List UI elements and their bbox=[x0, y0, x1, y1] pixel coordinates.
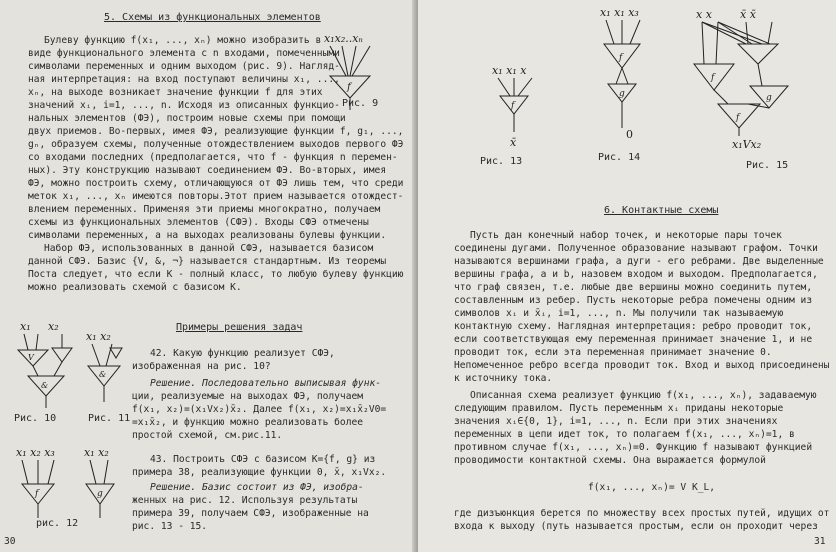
text-line: где дизъюнкция берется по множеству всех простых путей, идущих от bbox=[454, 508, 830, 519]
page-number: 31 bbox=[814, 536, 826, 547]
svg-text:x x: x x bbox=[696, 8, 712, 21]
text-line: влением переменных. Применяя эти приемы многократно, получаем bbox=[28, 204, 381, 215]
svg-text:V: V bbox=[28, 353, 34, 362]
figure-15-caption: Рис. 15 bbox=[746, 160, 789, 171]
text-line: 43. Построить СФЭ с базисом K={f, g} из bbox=[150, 454, 376, 465]
svg-text:x₁ x₂: x₁ x₂ bbox=[84, 446, 109, 459]
text-line: что граф связен, т.е. любые две вершины можно соединить путем, bbox=[454, 282, 813, 293]
svg-text:x₁Vx₂: x₁Vx₂ bbox=[732, 138, 762, 151]
text-line: символами переменных, а на выходах реализованы булевы функции. bbox=[28, 230, 387, 241]
text-line: изображенная на рис. 10? bbox=[132, 361, 271, 372]
text-line: называются вершинами графа, а дуги - его ребрами. Две выделенные bbox=[454, 256, 824, 267]
text-line: нальных элементов (ФЭ), построим новые схемы при помощи bbox=[28, 113, 346, 124]
svg-text:g: g bbox=[619, 89, 625, 99]
text-line: можно реализовать схемой с базисом K. bbox=[28, 282, 242, 293]
figure-11-diagram bbox=[82, 318, 128, 410]
text-line: значений xᵢ, i=1, ..., n. Исходя из описанных функцио- bbox=[28, 100, 340, 111]
text-line: 42. Какую функцию реализует СФЭ, bbox=[150, 348, 335, 359]
text-line: со входами последних (предполагается, что f - функция n перемен- bbox=[28, 152, 398, 163]
text-line: ции, реализуемые на выходах ФЭ, получаем bbox=[132, 391, 364, 402]
svg-text:f: f bbox=[711, 73, 715, 83]
figure-10-caption: Рис. 10 bbox=[14, 413, 57, 424]
svg-text:&: & bbox=[99, 370, 107, 379]
svg-text:x₁ x₁ x₃: x₁ x₁ x₃ bbox=[600, 6, 639, 19]
text-line: входа к выходу (путь называется простым, если он проходит через bbox=[454, 521, 818, 532]
text-line: ных). Эту конструкцию называют соединением ФЭ. Во-вторых, имея bbox=[28, 165, 387, 176]
svg-text:f: f bbox=[619, 53, 623, 63]
text-line: ная интерпретация: на вход поступают величины x₁, ..., bbox=[28, 74, 340, 85]
text-line: меток x₁, ..., xₙ имеются повторы.Этот прием называется отождест- bbox=[28, 191, 404, 202]
text-line: схемы из функциональных элементов (СФЭ). Входы СФЭ отмечены bbox=[28, 217, 369, 228]
svg-text:x̄: x̄ bbox=[510, 136, 517, 149]
svg-text:f: f bbox=[347, 82, 351, 93]
section-heading: 5. Схемы из функциональных элементов bbox=[104, 12, 321, 23]
text-line: следующим правилом. Пусть переменным xᵢ приданы некоторые bbox=[454, 403, 784, 414]
text-line: Булеву функцию f(x₁, ..., xₙ) можно изобразить в bbox=[44, 35, 322, 46]
text-line: соединены дугами. Полученное образование называют графом. Точки bbox=[454, 243, 818, 254]
svg-text:x₁: x₁ bbox=[20, 320, 31, 333]
svg-text:0: 0 bbox=[626, 128, 633, 141]
text-line: простой схемой, см.рис.11. bbox=[132, 430, 283, 441]
text-line: проводимости контактной схемы. Она выражается формулой bbox=[454, 455, 766, 466]
text-line: Решение. Последовательно выписывая функ- bbox=[150, 378, 382, 389]
svg-text:x₂: x₂ bbox=[48, 320, 59, 333]
text-line: символов xᵢ и x̄ᵢ, i=1, ..., n. Мы получили так называемую bbox=[454, 308, 784, 319]
svg-text:g: g bbox=[766, 93, 772, 103]
text-line: вершины графа, a и b, назовем входом и выходом. Предполагается, bbox=[454, 269, 818, 280]
text-line: переменных в цепи идет ток, то полагаем f(x₁, ..., xₙ)=1, в bbox=[454, 429, 795, 440]
figure-13-caption: Рис. 13 bbox=[480, 156, 523, 167]
svg-text:f: f bbox=[736, 113, 740, 123]
text-line: =x₁x̄₂, и функцию можно реализовать более bbox=[132, 417, 364, 428]
right-page bbox=[418, 0, 836, 552]
text-line: значения xᵢ∈{0, 1}, i=1, ..., n. Если при этих значениях bbox=[454, 416, 778, 427]
text-line: gₙ, образуем схемы, полученные отождествлением выходов первого ФЭ bbox=[28, 139, 404, 150]
text-line: Пусть дан конечный набор точек, и некоторые пары точек bbox=[470, 230, 782, 241]
svg-text:f: f bbox=[35, 489, 39, 499]
text-line: Поста следует, что если K - полный класс, то любую булеву функцию bbox=[28, 269, 404, 280]
svg-text:f: f bbox=[511, 101, 515, 111]
figure-12-caption: рис. 12 bbox=[36, 518, 79, 529]
svg-text:x₁ x₂: x₁ x₂ bbox=[86, 330, 111, 343]
text-line: женных на рис. 12. Используя результаты bbox=[132, 495, 358, 506]
text-line: виде функционального элемента с n входами, помеченными bbox=[28, 48, 340, 59]
text-line: примера 39, получаем СФЭ, изображенные на bbox=[132, 508, 369, 519]
figure-14-diagram bbox=[596, 4, 656, 144]
svg-text:&: & bbox=[41, 381, 49, 390]
text-line: составленным из ребер. Пусть некоторые ребра помечены одним из bbox=[454, 295, 813, 306]
figure-10-diagram bbox=[14, 318, 86, 410]
text-line: xₙ, на выходе возникает значение функции f для этих bbox=[28, 87, 323, 98]
text-line: Решение. Базис состоит из ФЭ, изобра- bbox=[150, 482, 364, 493]
text-line: рис. 13 - 15. bbox=[132, 521, 208, 532]
text-line: если соответствующая ему переменная принимает значение 1, и не bbox=[454, 334, 813, 345]
figure-12-diagram bbox=[14, 444, 124, 524]
text-line: двух приемов. Во-первых, имея ФЭ, реализующие функции f, g₁, ..., bbox=[28, 126, 404, 137]
figure-9-caption: Рис. 9 bbox=[342, 98, 379, 109]
text-line: Набор ФЭ, использованных в данной СФЭ, называется базисом bbox=[44, 243, 374, 254]
svg-text:x₁x₂..xₙ: x₁x₂..xₙ bbox=[324, 32, 363, 45]
text-line: проводит ток, если эта переменная принимает значение 0. bbox=[454, 347, 772, 358]
figure-14-caption: Рис. 14 bbox=[598, 152, 641, 163]
text-line: данной СФЭ. Базис {V, &, ¬} называется стандартным. Из теоремы bbox=[28, 256, 387, 267]
figure-11-caption: Рис. 11 bbox=[88, 413, 131, 424]
svg-text:g: g bbox=[97, 489, 103, 499]
section-heading: 6. Контактные схемы bbox=[604, 205, 719, 216]
text-line: противном случае f(x₁, ..., xₙ)=0. Функцию f называют функцией bbox=[454, 442, 813, 453]
text-line: контактную схему. Наглядная интерпретация: ребро проводит ток, bbox=[454, 321, 813, 332]
page-number: 30 bbox=[4, 536, 16, 547]
formula-line: f(x₁, ..., xₙ)= V K_L, bbox=[588, 482, 716, 493]
examples-heading: Примеры решения задач bbox=[176, 322, 303, 333]
text-line: Описанная схема реализует функцию f(x₁, ..., xₙ), задаваемую bbox=[470, 390, 817, 401]
figure-13-diagram bbox=[488, 62, 548, 152]
text-line: ФЭ, можно построить схему, отличающуюся от ФЭ лишь тем, что среди bbox=[28, 178, 404, 189]
svg-text:x₁ x₂ x₃: x₁ x₂ x₃ bbox=[16, 446, 55, 459]
text-line: символами переменных и одним выходом (рис. 9). Нагляд- bbox=[28, 61, 340, 72]
text-line: Непомеченное ребро всегда проводит ток. Вход и выход присоединены bbox=[454, 360, 830, 371]
figure-15-diagram bbox=[688, 4, 798, 154]
text-line: примера 38, реализующие функции 0, x̄, x₁Vx₂. bbox=[132, 467, 387, 478]
svg-text:x̄ x̄: x̄ x̄ bbox=[740, 8, 756, 21]
text-line: f(x₁, x₂)=(x₁Vx₂)x̄₂. Далее f(x₁, x₂)=x₁x̄₂V0= bbox=[132, 404, 387, 415]
svg-text:x₁ x₁ x: x₁ x₁ x bbox=[492, 64, 527, 77]
text-line: к источнику тока. bbox=[454, 373, 553, 384]
